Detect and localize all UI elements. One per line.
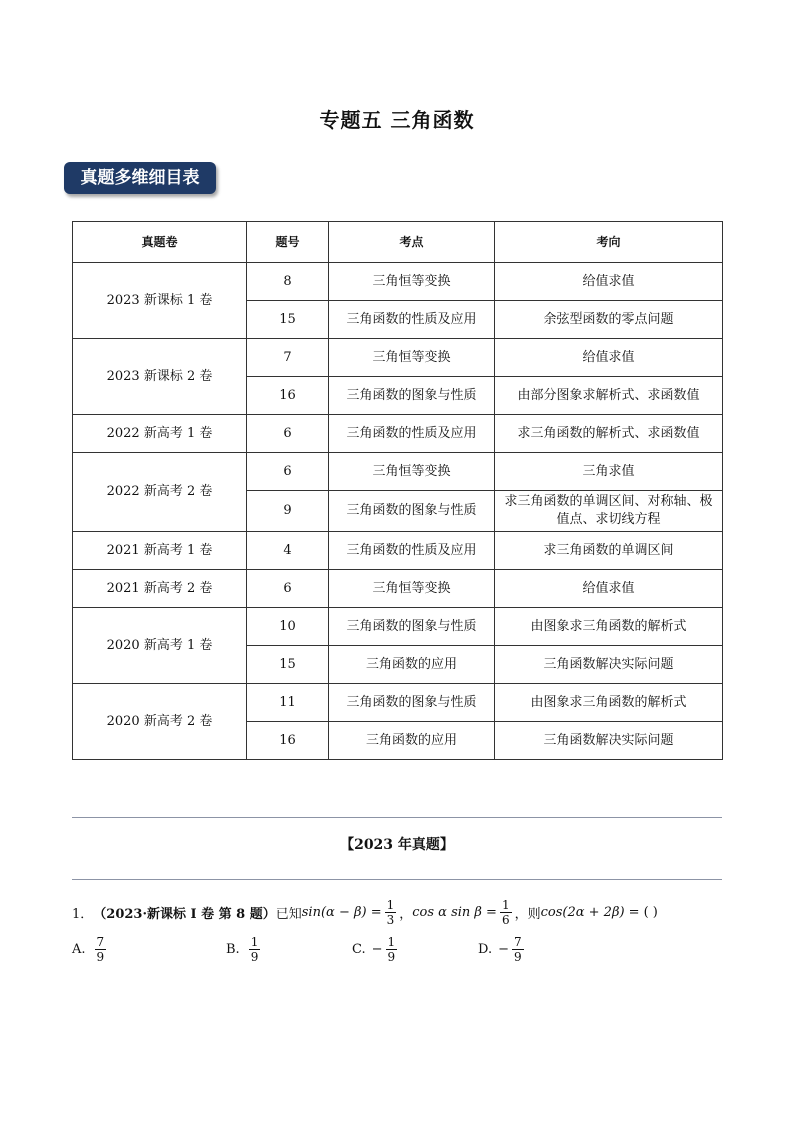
option-b-fraction <box>249 935 261 964</box>
cell-point: 三角恒等变换 <box>329 453 495 491</box>
fraction-1-den: 3 <box>386 913 395 927</box>
cell-number: 8 <box>247 263 329 301</box>
cell-number: 15 <box>247 646 329 684</box>
cell-point: 三角函数的图象与性质 <box>329 491 495 532</box>
cell-paper: 2020 新高考 2 卷 <box>73 684 247 760</box>
option-a-label: A. <box>72 942 86 957</box>
cell-number: 7 <box>247 339 329 377</box>
option-d-den: 9 <box>514 950 522 964</box>
exam-table <box>72 221 723 760</box>
cell-direction: 给值求值 <box>495 339 723 377</box>
cell-number: 9 <box>247 491 329 532</box>
fraction-2-num: 1 <box>501 898 510 912</box>
cell-point: 三角恒等变换 <box>329 263 495 301</box>
cell-point: 三角恒等变换 <box>329 570 495 608</box>
option-c[interactable] <box>352 935 400 964</box>
option-b-label: B. <box>226 942 240 957</box>
cell-direction: 由图象求三角函数的解析式 <box>495 608 723 646</box>
cell-direction: 由图象求三角函数的解析式 <box>495 684 723 722</box>
divider-top <box>72 817 722 818</box>
section-badge: 真题多维细目表 <box>64 162 216 194</box>
cell-paper: 2023 新课标 1 卷 <box>73 263 247 339</box>
cell-point: 三角函数的性质及应用 <box>329 415 495 453</box>
question-source: （2023·新课标 I 卷 第 8 题） <box>93 907 276 922</box>
question-text-then: ，则 <box>514 907 541 922</box>
option-a-fraction <box>95 935 107 964</box>
option-c-num: 1 <box>387 935 396 949</box>
cell-number: 15 <box>247 301 329 339</box>
expr-cos: cos(2α + 2β) = <box>540 905 640 920</box>
option-d-label: D. <box>478 942 493 957</box>
option-d-sign: − <box>498 942 509 957</box>
divider-bottom <box>72 879 722 880</box>
comma: ， <box>399 907 413 922</box>
cell-number: 4 <box>247 532 329 570</box>
page-title: 专题五 三角函数 <box>319 108 475 132</box>
cell-direction: 三角求值 <box>495 453 723 491</box>
cell-number: 6 <box>247 570 329 608</box>
fraction-2-den: 6 <box>501 913 510 927</box>
option-c-label: C. <box>352 942 366 957</box>
option-a[interactable] <box>72 935 109 964</box>
table-row <box>73 684 723 722</box>
table-row <box>73 453 723 491</box>
header-point: 考点 <box>329 222 495 263</box>
header-direction: 考向 <box>495 222 723 263</box>
cell-direction: 给值求值 <box>495 263 723 301</box>
cell-point: 三角函数的应用 <box>329 722 495 760</box>
cell-number: 10 <box>247 608 329 646</box>
fraction-1-num: 1 <box>386 898 395 912</box>
cell-number: 16 <box>247 377 329 415</box>
option-d[interactable] <box>478 935 527 964</box>
cell-direction: 求三角函数的解析式、求函数值 <box>495 415 723 453</box>
cell-number: 16 <box>247 722 329 760</box>
cell-point: 三角函数的图象与性质 <box>329 377 495 415</box>
option-a-den: 9 <box>96 950 105 964</box>
expr-sin: sin(α − β) = <box>301 905 382 920</box>
cell-number: 6 <box>247 415 329 453</box>
option-b-den: 9 <box>250 950 259 964</box>
cell-paper: 2021 新高考 1 卷 <box>73 532 247 570</box>
cell-number: 11 <box>247 684 329 722</box>
table-row <box>73 415 723 453</box>
cell-paper: 2022 新高考 1 卷 <box>73 415 247 453</box>
cell-paper: 2023 新课标 2 卷 <box>73 339 247 415</box>
cell-direction: 由部分图象求解析式、求函数值 <box>495 377 723 415</box>
option-c-sign: − <box>371 942 383 957</box>
table-row <box>73 608 723 646</box>
cell-point: 三角函数的性质及应用 <box>329 532 495 570</box>
question-number: 1． <box>72 907 94 922</box>
table-row <box>73 532 723 570</box>
option-b-num: 1 <box>250 935 259 949</box>
option-a-num: 7 <box>96 935 105 949</box>
cell-direction: 三角函数解决实际问题 <box>495 722 723 760</box>
option-c-den: 9 <box>387 950 396 964</box>
cell-paper: 2022 新高考 2 卷 <box>73 453 247 532</box>
cell-point: 三角恒等变换 <box>329 339 495 377</box>
cell-point: 三角函数的性质及应用 <box>329 301 495 339</box>
cell-direction: 给值求值 <box>495 570 723 608</box>
cell-point: 三角函数的图象与性质 <box>329 608 495 646</box>
cell-direction: 求三角函数的单调区间、对称轴、极值点、求切线方程 <box>495 491 723 532</box>
cell-paper: 2021 新高考 2 卷 <box>73 570 247 608</box>
cell-direction: 求三角函数的单调区间 <box>495 532 723 570</box>
header-number: 题号 <box>247 222 329 263</box>
table-row <box>73 263 723 301</box>
question-text-before: 已知 <box>275 907 302 922</box>
answer-paren: ( ) <box>643 905 658 920</box>
table-header-row <box>73 222 723 263</box>
expr-cos-sin: cos α sin β = <box>412 905 497 920</box>
cell-direction: 余弦型函数的零点问题 <box>495 301 723 339</box>
option-d-fraction <box>512 935 524 964</box>
table-row <box>73 339 723 377</box>
table-row <box>73 570 723 608</box>
option-c-fraction <box>386 935 398 964</box>
cell-point: 三角函数的应用 <box>329 646 495 684</box>
cell-direction: 三角函数解决实际问题 <box>495 646 723 684</box>
fraction-2 <box>500 898 512 927</box>
option-b[interactable] <box>226 935 263 964</box>
section-heading: 【2023 年真题】 <box>340 837 454 853</box>
header-paper: 真题卷 <box>73 222 247 263</box>
cell-paper: 2020 新高考 1 卷 <box>73 608 247 684</box>
fraction-1 <box>385 898 397 927</box>
question-1 <box>72 898 658 927</box>
cell-number: 6 <box>247 453 329 491</box>
option-d-num: 7 <box>514 935 522 949</box>
cell-point: 三角函数的图象与性质 <box>329 684 495 722</box>
